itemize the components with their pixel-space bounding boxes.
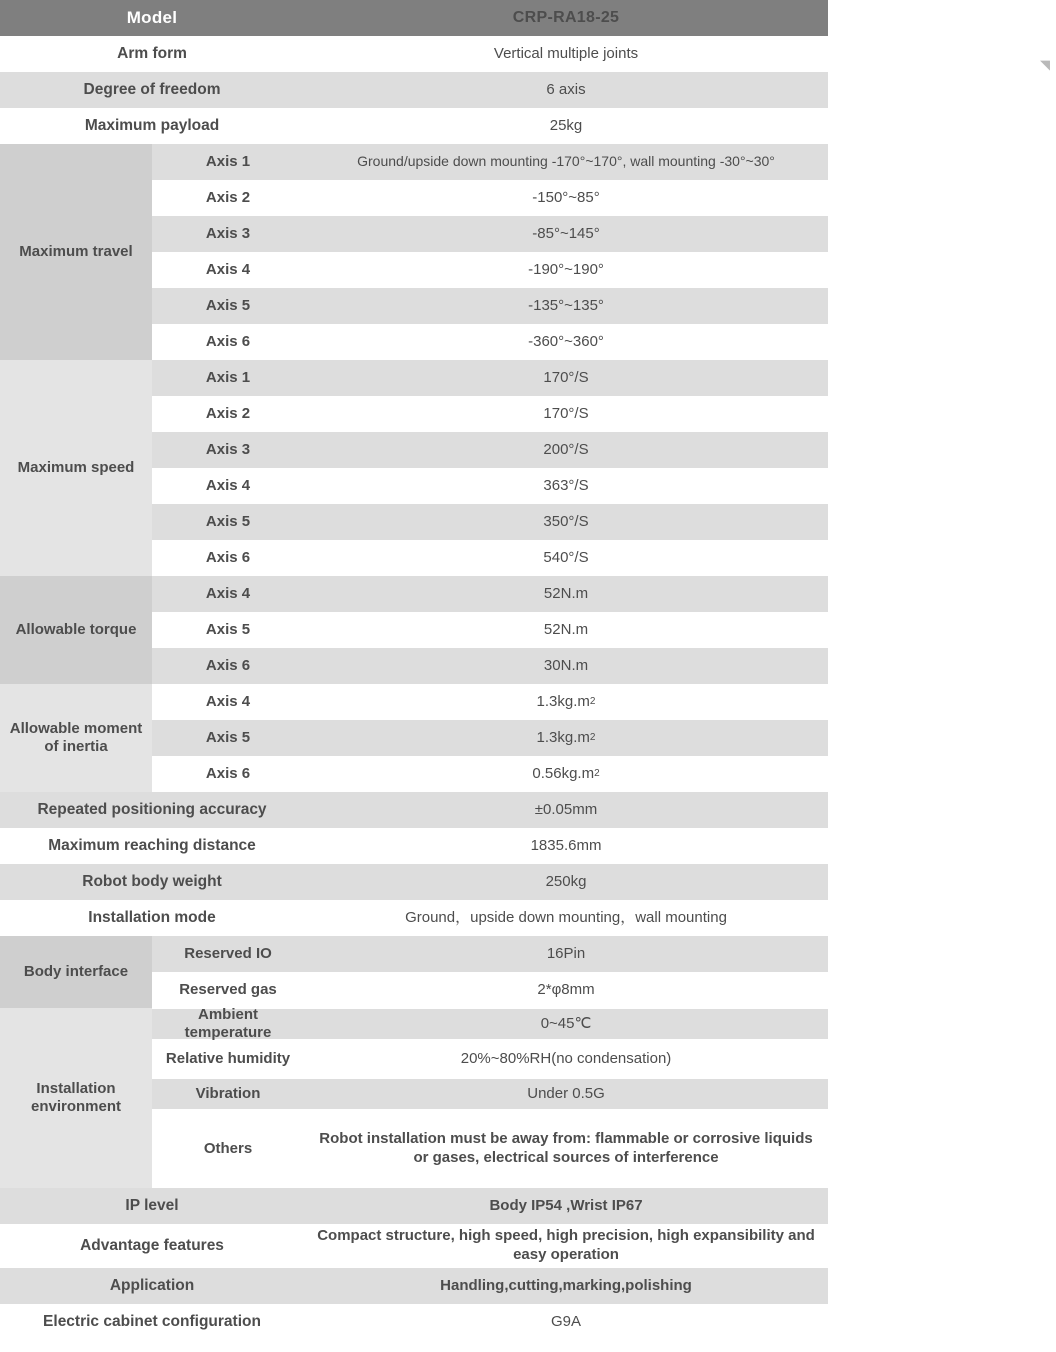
table-row	[0, 360, 828, 396]
max-speed-axis-label-cell	[152, 360, 304, 396]
dof-label-cell	[0, 72, 304, 108]
relative-humidity-value: 20%~80%RH(no condensation)	[304, 1041, 828, 1077]
max-speed-axis1-value: 170°/S	[304, 360, 828, 396]
reserved-gas-label: Reserved gas	[152, 972, 304, 1008]
allowable-torque-axis4-label: Axis 4	[152, 576, 304, 612]
max-travel-axis2-label: Axis 2	[152, 180, 304, 216]
allowable-inertia-axis6-sup: 2	[594, 768, 600, 780]
application-label-cell	[0, 1268, 304, 1304]
max-speed-axis5-label: Axis 5	[152, 504, 304, 540]
accuracy-label: Repeated positioning accuracy	[0, 792, 304, 828]
advantage-value-cell	[304, 1224, 828, 1268]
max-speed-group-label: Maximum speed	[0, 360, 152, 576]
vibration-label: Vibration	[152, 1079, 304, 1109]
max-speed-axis-value-cell	[304, 468, 828, 504]
allowable-torque-axis6-value: 30N.m	[304, 648, 828, 684]
install-mode-label-cell	[0, 900, 304, 936]
reserved-io-label: Reserved IO	[152, 936, 304, 972]
allowable-inertia-axis-label-cell	[152, 684, 304, 720]
install-env-group-cell	[0, 1008, 152, 1188]
max-speed-axis-value-cell	[304, 396, 828, 432]
weight-label: Robot body weight	[0, 864, 304, 900]
table-row	[0, 864, 828, 900]
allowable-inertia-axis5-sup: 2	[589, 732, 596, 744]
allowable-inertia-group-label: Allowable moment of inertia	[0, 684, 152, 792]
allowable-inertia-axis-value-cell	[304, 756, 828, 792]
allowable-inertia-axis6-number: 0.56kg.m	[532, 765, 595, 783]
payload-value-cell	[304, 108, 828, 144]
cabinet-value: G9A	[304, 1304, 828, 1340]
install-mode-value-cell	[304, 900, 828, 936]
allowable-torque-axis-value-cell	[304, 648, 828, 684]
max-speed-axis1-label: Axis 1	[152, 360, 304, 396]
table-row	[0, 1304, 828, 1340]
install-env-value-cell	[304, 1040, 828, 1078]
max-travel-axis3-label: Axis 3	[152, 216, 304, 252]
table-row	[0, 36, 828, 72]
max-speed-group-cell	[0, 360, 152, 576]
max-speed-axis4-value: 363°/S	[304, 468, 828, 504]
header-model-cell	[0, 0, 304, 36]
table-row	[0, 1224, 828, 1268]
reserved-gas-value: 2*φ8mm	[304, 972, 828, 1008]
ambient-temperature-value: 0~45℃	[304, 1009, 828, 1039]
max-speed-axis-value-cell	[304, 432, 828, 468]
table-row	[0, 1188, 828, 1224]
max-travel-axis-value-cell	[304, 144, 828, 180]
max-speed-axis-value-cell	[304, 360, 828, 396]
max-speed-axis-value-cell	[304, 504, 828, 540]
max-travel-axis-value-cell	[304, 180, 828, 216]
allowable-torque-axis-label-cell	[152, 648, 304, 684]
header-model-value: CRP-RA18-25	[304, 0, 828, 36]
weight-label-cell	[0, 864, 304, 900]
ambient-temperature-label: Ambient temperature	[152, 1009, 304, 1039]
allowable-torque-axis-label-cell	[152, 612, 304, 648]
table-row	[0, 576, 828, 612]
max-speed-axis3-label: Axis 3	[152, 432, 304, 468]
application-label: Application	[0, 1268, 304, 1304]
max-travel-axis4-label: Axis 4	[152, 252, 304, 288]
reach-label: Maximum reaching distance	[0, 828, 304, 864]
max-travel-axis-value-cell	[304, 252, 828, 288]
allowable-inertia-axis4-sup: 2	[589, 696, 596, 708]
max-travel-axis-value-cell	[304, 216, 828, 252]
table-row	[0, 792, 828, 828]
allowable-inertia-axis5-number: 1.3kg.m	[536, 729, 590, 747]
dof-value: 6 axis	[304, 72, 828, 108]
install-env-group-label: Installation environment	[0, 1008, 152, 1188]
max-travel-axis-label-cell	[152, 252, 304, 288]
table-row	[0, 72, 828, 108]
allowable-inertia-axis-label-cell	[152, 756, 304, 792]
max-travel-axis-value-cell	[304, 324, 828, 360]
table-row	[0, 1008, 828, 1040]
reserved-io-value: 16Pin	[304, 936, 828, 972]
max-speed-axis2-value: 170°/S	[304, 396, 828, 432]
allowable-torque-group-cell	[0, 576, 152, 684]
allowable-inertia-axis4-number: 1.3kg.m	[536, 693, 590, 711]
max-travel-axis4-value: -190°~190°	[304, 252, 828, 288]
accuracy-label-cell	[0, 792, 304, 828]
table-row	[0, 936, 828, 972]
max-travel-axis3-value: -85°~145°	[304, 216, 828, 252]
allowable-torque-axis5-label: Axis 5	[152, 612, 304, 648]
reach-value-cell	[304, 828, 828, 864]
body-interface-value-cell	[304, 936, 828, 972]
max-speed-axis4-label: Axis 4	[152, 468, 304, 504]
relative-humidity-label: Relative humidity	[152, 1041, 304, 1077]
install-mode-label: Installation mode	[0, 900, 304, 936]
install-env-value-cell	[304, 1008, 828, 1040]
allowable-inertia-axis4-value	[304, 684, 828, 720]
allowable-torque-axis-value-cell	[304, 612, 828, 648]
max-speed-axis-value-cell	[304, 540, 828, 576]
allowable-torque-axis5-value: 52N.m	[304, 612, 828, 648]
max-travel-axis1-label: Axis 1	[152, 144, 304, 180]
install-env-sub-cell	[152, 1040, 304, 1078]
max-travel-axis-label-cell	[152, 216, 304, 252]
install-env-sub-cell	[152, 1008, 304, 1040]
cabinet-value-cell	[304, 1304, 828, 1340]
max-travel-axis-label-cell	[152, 180, 304, 216]
max-travel-axis-label-cell	[152, 288, 304, 324]
weight-value: 250kg	[304, 864, 828, 900]
max-travel-axis2-value: -150°~85°	[304, 180, 828, 216]
max-travel-group-label: Maximum travel	[0, 144, 152, 360]
application-value: Handling,cutting,marking,polishing	[304, 1268, 828, 1304]
allowable-inertia-axis6-value	[304, 756, 828, 792]
arm-form-label: Arm form	[0, 36, 304, 72]
page-corner-mark: ◥	[1040, 57, 1050, 72]
max-travel-axis-label-cell	[152, 324, 304, 360]
max-travel-group-cell	[0, 144, 152, 360]
max-speed-axis-label-cell	[152, 432, 304, 468]
allowable-torque-axis4-value: 52N.m	[304, 576, 828, 612]
allowable-torque-axis6-label: Axis 6	[152, 648, 304, 684]
max-speed-axis6-value: 540°/S	[304, 540, 828, 576]
table-row	[0, 684, 828, 720]
allowable-inertia-axis-label-cell	[152, 720, 304, 756]
table-row	[0, 1268, 828, 1304]
ip-level-label-cell	[0, 1188, 304, 1224]
advantage-value: Compact structure, high speed, high precision, high expansibility and easy operation	[304, 1224, 828, 1268]
weight-value-cell	[304, 864, 828, 900]
others-value: Robot installation must be away from: flammable or corrosive liquids or gases, electrical sources of interference	[304, 1112, 828, 1186]
max-speed-axis-label-cell	[152, 468, 304, 504]
dof-label: Degree of freedom	[0, 72, 304, 108]
allowable-torque-axis-label-cell	[152, 576, 304, 612]
allowable-inertia-axis-value-cell	[304, 720, 828, 756]
application-value-cell	[304, 1268, 828, 1304]
max-speed-axis5-value: 350°/S	[304, 504, 828, 540]
allowable-torque-axis-value-cell	[304, 576, 828, 612]
table-row	[0, 900, 828, 936]
table-row	[0, 144, 828, 180]
install-env-value-cell	[304, 1078, 828, 1110]
header-model-value-cell	[304, 0, 828, 36]
accuracy-value-cell	[304, 792, 828, 828]
body-interface-group-label: Body interface	[0, 936, 152, 1008]
reach-value: 1835.6mm	[304, 828, 828, 864]
advantage-label: Advantage features	[0, 1224, 304, 1268]
ip-level-value-cell	[304, 1188, 828, 1224]
cabinet-label-cell	[0, 1304, 304, 1340]
max-speed-axis-label-cell	[152, 540, 304, 576]
arm-form-value-cell	[304, 36, 828, 72]
table-row	[0, 108, 828, 144]
body-interface-value-cell	[304, 972, 828, 1008]
install-env-sub-cell	[152, 1110, 304, 1188]
body-interface-sub-cell	[152, 972, 304, 1008]
reach-label-cell	[0, 828, 304, 864]
max-travel-axis6-value: -360°~360°	[304, 324, 828, 360]
max-speed-axis-label-cell	[152, 504, 304, 540]
allowable-inertia-axis4-label: Axis 4	[152, 684, 304, 720]
max-travel-axis5-label: Axis 5	[152, 288, 304, 324]
vibration-value: Under 0.5G	[304, 1079, 828, 1109]
allowable-inertia-group-cell	[0, 684, 152, 792]
install-env-sub-cell	[152, 1078, 304, 1110]
allowable-inertia-axis6-label: Axis 6	[152, 756, 304, 792]
install-mode-value: Ground，upside down mounting，wall mounting	[304, 900, 828, 936]
payload-label-cell	[0, 108, 304, 144]
advantage-label-cell	[0, 1224, 304, 1268]
dof-value-cell	[304, 72, 828, 108]
table-header-row	[0, 0, 828, 36]
body-interface-group-cell	[0, 936, 152, 1008]
others-label: Others	[152, 1112, 304, 1186]
max-speed-axis2-label: Axis 2	[152, 396, 304, 432]
ip-level-label: IP level	[0, 1188, 304, 1224]
max-speed-axis6-label: Axis 6	[152, 540, 304, 576]
max-travel-axis6-label: Axis 6	[152, 324, 304, 360]
allowable-inertia-axis5-value	[304, 720, 828, 756]
header-model-label: Model	[0, 0, 304, 36]
install-env-value-cell	[304, 1110, 828, 1188]
max-travel-axis-value-cell	[304, 288, 828, 324]
payload-label: Maximum payload	[0, 108, 304, 144]
arm-form-value: Vertical multiple joints	[304, 36, 828, 72]
payload-value: 25kg	[304, 108, 828, 144]
cabinet-label: Electric cabinet configuration	[0, 1304, 304, 1340]
max-travel-axis5-value: -135°~135°	[304, 288, 828, 324]
max-speed-axis-label-cell	[152, 396, 304, 432]
allowable-inertia-axis5-label: Axis 5	[152, 720, 304, 756]
accuracy-value: ±0.05mm	[304, 792, 828, 828]
max-travel-axis1-value: Ground/upside down mounting -170°~170°, wall mounting -30°~30°	[304, 144, 828, 180]
table-row	[0, 828, 828, 864]
max-speed-axis3-value: 200°/S	[304, 432, 828, 468]
allowable-torque-group-label: Allowable torque	[0, 576, 152, 684]
ip-level-value: Body IP54 ,Wrist IP67	[304, 1188, 828, 1224]
arm-form-label-cell	[0, 36, 304, 72]
allowable-inertia-axis-value-cell	[304, 684, 828, 720]
max-travel-axis-label-cell	[152, 144, 304, 180]
body-interface-sub-cell	[152, 936, 304, 972]
